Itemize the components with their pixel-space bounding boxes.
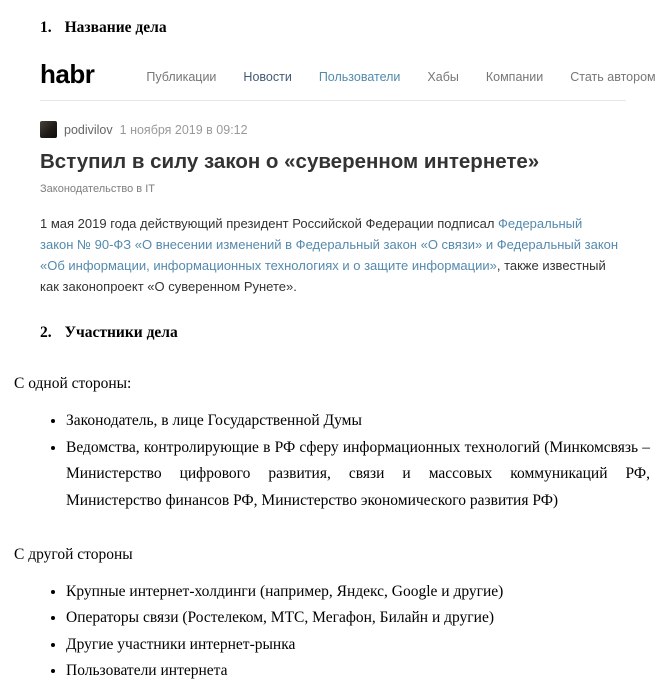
side-two-list [0,579,650,685]
nav-item-news[interactable]: Новости [243,69,292,84]
section-2-number: 2. [40,324,52,342]
post-meta [40,121,626,138]
habr-logo[interactable]: habr [40,58,95,89]
section-1-title: Название дела [64,19,167,36]
nav-item-become-author[interactable]: Стать автором [570,69,656,84]
side-two-label: С другой стороны [14,546,133,564]
header-divider [40,100,626,101]
list-item: • Крупные интернет-холдинги (например, Яндекс, Google и другие) [66,579,650,606]
nav-item-hubs[interactable]: Хабы [427,69,459,84]
post-body-text: , также известный как законопроект «О суверенном Рунете». [40,258,606,295]
list-item: • Другие участники интернет-рынка [66,632,650,659]
list-item: • Пользователи интернета [66,658,650,685]
list-item: • Операторы связи (Ростелеком, МТС, Мегафон, Билайн и другие) [66,605,650,632]
side-one-list [0,408,650,514]
federal-law-link[interactable]: Федеральный закон № 90-ФЗ «О внесении изменений в Федеральный закон «О связи» и Федеральный закон «Об информации, информационных технологиях и о защите информации» [40,216,619,274]
list-item: • Законодатель, в лице Государственной Думы [66,408,650,435]
side-one-label: С одной стороны: [14,375,132,393]
habr-header [40,54,656,94]
section-heading-1 [40,18,650,38]
nav-item-companies[interactable]: Компании [485,69,544,84]
post-body-text: 1 мая 2019 года действующий президент Российской Федерации подписал [40,216,499,232]
post-body [40,213,619,297]
habr-embed [40,54,656,297]
post-hub-tag[interactable]: Законодательство в IT [40,183,155,196]
post-date: 1 ноября 2019 в 09:12 [119,122,248,137]
nav-item-publications[interactable]: Публикации [146,69,217,84]
section-heading-2 [40,323,650,343]
section-2-title: Участники дела [64,324,178,342]
list-item: • Ведомства, контролирующие в РФ сферу информационных технологий (Минкомсвязь – Министерство цифрового развития, связи и массовых коммуникаций РФ, Министерство финансов РФ, Министерство экономического развития РФ) [66,435,650,515]
section-1-number: 1. [40,19,52,36]
nav-item-users[interactable]: Пользователи [318,69,401,84]
author-avatar[interactable] [40,121,57,138]
habr-nav [146,65,655,84]
post-title[interactable]: Вступил в силу закон о «суверенном интернете» [40,150,540,174]
post-author-link[interactable]: podivilov [64,122,113,137]
